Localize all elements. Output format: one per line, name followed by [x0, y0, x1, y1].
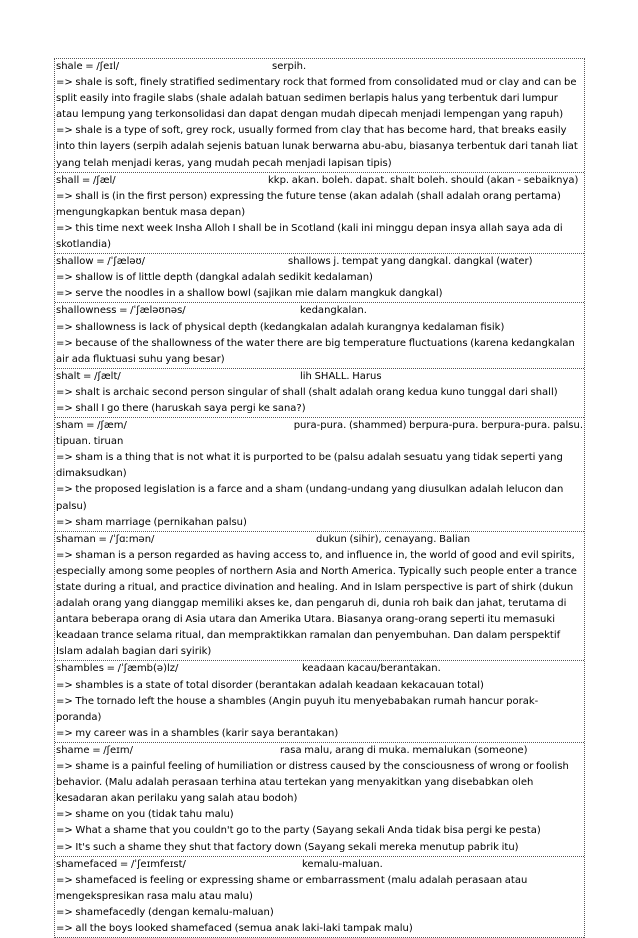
- entry-headword: shallowness = /ˈʃæləʊnəs/: [56, 305, 186, 317]
- entry-translation: kedangkalan.: [300, 305, 367, 317]
- entry-example-line: => serve the noodles in a shallow bowl (sajikan mie dalam mangkuk dangkal): [56, 288, 443, 300]
- entry-headword-line: [55, 254, 584, 270]
- entry-example-line: => my career was in a shambles (karir saya berantakan): [56, 727, 339, 739]
- entry-example-line: => because of the shallowness of the water there are big temperature fluctuations (karena kedangkalan air ada fluktuasi suhu yang besar): [56, 337, 575, 365]
- entry-example-line: => shall I go there (haruskah saya pergi ke sana?): [56, 402, 306, 414]
- entry-headword: shall = /ʃæl/: [56, 174, 116, 186]
- entry-example-line: => shambles is a state of total disorder (berantakan adalah keadaan kekacauan total): [56, 679, 484, 691]
- entry-headword: shalt = /ʃælt/: [56, 370, 121, 382]
- dictionary-entry: [55, 254, 584, 303]
- entry-headword-line: [55, 661, 584, 677]
- entry-example-line: => shaman is a person regarded as having access to, and influence in, the world of good and evil spirits, especially among some peoples of northern Asia and North America. Typically such people enter a trance state during a ritual, and practice divination and healing. And in Islam perspective is part of shirk (dukun adalah orang yang dianggap memiliki akses ke, dan pengaruh di, dunia roh baik dan jahat, terutama di antara beberapa orang di Asia utara dan Amerika Utara. Biasanya orang-orang seperti itu memasuki keadaan trance selama ritual, dan mempraktikkan ramalan dan penyembuhan. Dan dalam perspektif Islam adalah bagian dari syirik): [56, 549, 577, 658]
- dictionary-entry: [55, 369, 584, 418]
- entry-example-line: => all the boys looked shamefaced (semua anak laki-laki tampak malu): [56, 922, 413, 934]
- entry-example-line: => What a shame that you couldn't go to the party (Sayang sekali Anda tidak bisa pergi ke pesta): [56, 825, 541, 837]
- entry-headword-line: [55, 857, 584, 873]
- entry-headword: shaman = /ˈʃɑːmən/: [56, 533, 155, 545]
- entry-example-line: => shame is a painful feeling of humiliation or distress caused by the consciousness of wrong or foolish behavior. (Malu adalah perasaan terhina atau tertekan yang menyakitkan yang disebabkan oleh kesadaran akan perilaku yang salah atau bodoh): [56, 761, 569, 805]
- entry-headword: shambles = /ˈʃæmb(ə)lz/: [56, 663, 179, 675]
- entry-example-line: => shallow is of little depth (dangkal adalah sedikit kedalaman): [56, 272, 373, 284]
- entry-headword-line: [55, 59, 584, 75]
- entry-example-line: => The tornado left the house a shambles (Angin puyuh itu menyebabakan rumah hancur porak-poranda): [56, 695, 539, 723]
- entry-example-line: => shalt is archaic second person singular of shall (shalt adalah orang kedua kuno tunggal dari shall): [56, 386, 558, 398]
- entry-example-line: => this time next week Insha Alloh I shall be in Scotland (kali ini minggu depan insya allah saya ada di skotlandia): [56, 222, 563, 251]
- entry-headword-line: [55, 418, 584, 434]
- entry-example-line: => shallowness is lack of physical depth (kedangkalan adalah kurangnya kedalaman fisik): [56, 321, 505, 333]
- entry-example-line: => shame on you (tidak tahu malu): [56, 809, 234, 821]
- entry-example-line: => shamefacedly (dengan kemalu-maluan): [56, 906, 274, 918]
- entry-translation: kemalu-maluan.: [302, 858, 383, 870]
- entry-headword: shallow = /ˈʃæləʊ/: [56, 256, 146, 268]
- entry-headword: sham = /ʃæm/: [56, 420, 127, 432]
- dictionary-entry: [55, 532, 584, 662]
- entry-headword: shame = /ʃeɪm/: [56, 744, 134, 756]
- entry-example-line: => shamefaced is feeling or expressing shame or embarrassment (malu adalah perasaan atau mengekspresikan rasa malu atau malu): [56, 874, 528, 902]
- entry-headword: shamefaced = /ˈʃeɪmfeɪst/: [56, 858, 186, 870]
- dictionary-entry: [55, 173, 584, 254]
- dictionary-entry: [55, 418, 584, 532]
- entry-example-line: tipuan. tiruan: [56, 436, 124, 448]
- entry-translation: keadaan kacau/berantakan.: [302, 663, 441, 675]
- entry-example-line: => sham marriage (pernikahan palsu): [56, 516, 247, 528]
- dictionary-document: [54, 58, 585, 938]
- entry-headword: shale = /ʃeɪl/: [56, 61, 120, 72]
- entry-example-line: => the proposed legislation is a farce and a sham (undang-undang yang diusulkan adalah lelucon dan palsu): [56, 484, 564, 512]
- entry-translation: rasa malu, arang di muka. memalukan (someone): [280, 744, 528, 756]
- dictionary-entry: [55, 303, 584, 368]
- dictionary-entry: [55, 857, 584, 938]
- dictionary-entry: [55, 661, 584, 742]
- entry-headword-line: [55, 532, 584, 548]
- entry-translation: pura-pura. (shammed) berpura-pura. berpura-pura. palsu.: [293, 420, 583, 432]
- entry-example-line: => shall is (in the first person) expressing the future tense (akan adalah (shall adalah orang pertama) mengungkapkan bentuk masa depan): [56, 190, 561, 218]
- dictionary-entry: [55, 59, 584, 173]
- entry-headword-line: [55, 303, 584, 319]
- entry-example-line: => It's such a shame they shut that factory down (Sayang sekali mereka menutup pabrik itu): [56, 841, 519, 853]
- entry-translation: kkp. akan. boleh. dapat. shalt boleh. should (akan - sebaiknya): [268, 174, 579, 186]
- entry-headword-line: [55, 173, 584, 189]
- entry-example-line: => shale is soft, finely stratified sedimentary rock that formed from consolidated mud or clay and can be split easily into fragile slabs (shale adalah batuan sedimen berlapis halus yang terbentuk dari lumpur atau lempung yang terkonsolidasi dan dapat dengan mudah dipecah menjadi lempengan yang rapuh): [56, 77, 577, 121]
- entry-example-line: => shale is a type of soft, grey rock, usually formed from clay that has become hard, that breaks easily into thin layers (serpih adalah sejenis batuan lunak berwarna abu-abu, biasanya terbentuk dari tanah liat yang telah menjadi keras, yang mudah pecah menjadi lapisan tipis): [56, 125, 578, 169]
- entry-translation: shallows j. tempat yang dangkal. dangkal (water): [288, 256, 533, 268]
- entry-headword-line: [55, 369, 584, 385]
- entry-example-line: => sham is a thing that is not what it is purported to be (palsu adalah sesuatu yang tidak seperti yang dimaksudkan): [56, 452, 563, 480]
- entry-translation: lih SHALL. Harus: [300, 370, 382, 382]
- entry-headword-line: [55, 743, 584, 759]
- entry-translation: dukun (sihir), cenayang. Balian: [316, 533, 471, 545]
- entry-translation: serpih.: [272, 61, 307, 72]
- dictionary-entry: [55, 743, 584, 857]
